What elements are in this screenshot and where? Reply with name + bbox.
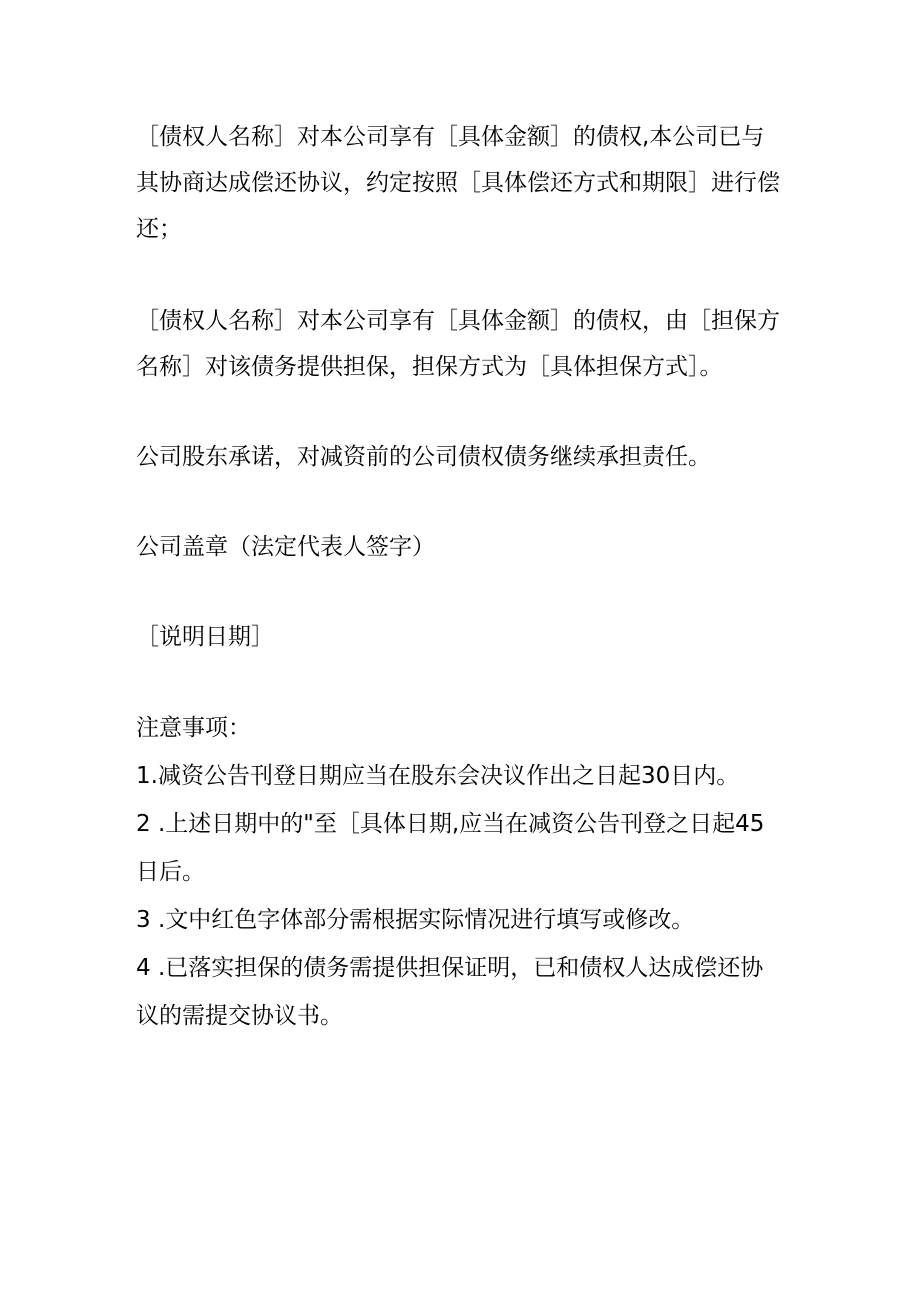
note-item-4: 4 .已落实担保的债务需提供担保证明，已和债权人达成偿还协议的需提交协议书。 — [136, 955, 764, 1029]
paragraph-guarantee: ［债权人名称］对本公司享有［具体金额］的债权，由［担保方名称］对该债务提供担保，担保方式为［具体担保方式］。 — [136, 308, 780, 380]
paragraph-date-placeholder: ［说明日期］ — [136, 624, 274, 650]
notes-title: 注意事项： — [136, 715, 251, 741]
paragraph-company-seal: 公司盖章（法定代表人签字） — [136, 534, 435, 560]
paragraph-repayment-agreement: ［债权人名称］对本公司享有［具体金额］的债权,本公司已与其协商达成偿还协议，约定按照［具体偿还方式和期限］进行偿还； — [136, 124, 780, 242]
note-item-2: 2 .上述日期中的"至［具体日期,应当在减资公告刊登之日起45日后。 — [136, 811, 765, 885]
note-item-3: 3 .文中红色字体部分需根据实际情况进行填写或修改。 — [136, 907, 695, 933]
notes-section — [136, 704, 786, 1040]
paragraph-shareholder-commitment: 公司股东承诺，对减资前的公司债权债务继续承担责任。 — [136, 444, 711, 470]
note-item-1: 1.减资公告刊登日期应当在股东会决议作出之日起30日内。 — [136, 763, 740, 789]
document-body — [136, 114, 786, 1040]
